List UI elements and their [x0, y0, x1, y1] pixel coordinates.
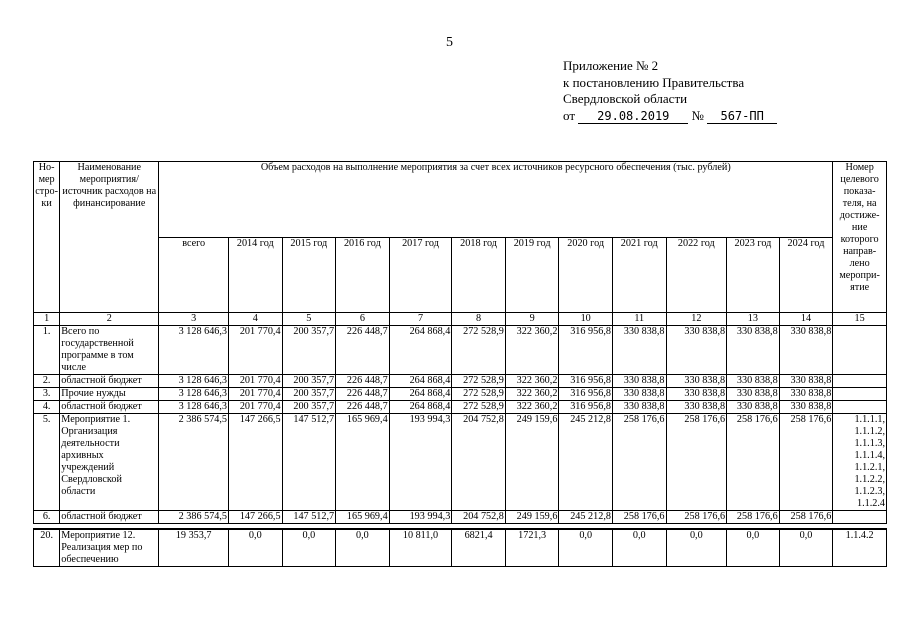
value-cell: 330 838,8 [779, 401, 833, 414]
value-cell: 193 994,3 [389, 511, 452, 524]
column-number: 4 [229, 313, 283, 326]
value-cell: 6821,4 [452, 529, 506, 567]
value-cell: 258 176,6 [666, 414, 727, 511]
table-row [34, 414, 887, 511]
value-cell: 193 994,3 [389, 414, 452, 511]
row-number: 2. [34, 375, 60, 388]
column-number: 15 [833, 313, 887, 326]
row-indicator [833, 401, 887, 414]
value-cell: 0,0 [779, 529, 833, 567]
row-name: Всего по государственной программе в том числе [60, 326, 159, 375]
value-cell: 258 176,6 [779, 414, 833, 511]
value-cell: 2 386 574,5 [159, 511, 229, 524]
value-cell: 258 176,6 [612, 511, 666, 524]
header-col-8: 2021 год [612, 237, 666, 313]
table-row [34, 511, 887, 524]
value-cell: 249 159,6 [505, 511, 559, 524]
header-row-number: Но-мер стро-ки [34, 162, 60, 313]
value-cell: 322 360,2 [505, 401, 559, 414]
column-number: 3 [159, 313, 229, 326]
row-indicator [833, 326, 887, 375]
header-row-top [34, 162, 887, 238]
value-cell: 264 868,4 [389, 375, 452, 388]
value-cell: 249 159,6 [505, 414, 559, 511]
value-cell: 165 969,4 [336, 511, 390, 524]
column-number: 1 [34, 313, 60, 326]
value-cell: 258 176,6 [666, 511, 727, 524]
number-prefix: № [691, 107, 704, 123]
decree-date: 29.08.2019 [578, 110, 688, 124]
value-cell: 330 838,8 [666, 388, 727, 401]
value-cell: 330 838,8 [612, 388, 666, 401]
date-prefix: от [563, 107, 576, 123]
table-body [34, 162, 887, 567]
value-cell: 200 357,7 [282, 326, 336, 375]
row-number: 20. [34, 529, 60, 567]
value-cell: 226 448,7 [336, 388, 390, 401]
value-cell: 272 528,9 [452, 326, 506, 375]
value-cell: 330 838,8 [612, 375, 666, 388]
column-number: 8 [452, 313, 506, 326]
appendix-title: Приложение № 2 [563, 58, 659, 73]
value-cell: 226 448,7 [336, 401, 390, 414]
value-cell: 330 838,8 [779, 326, 833, 375]
value-cell: 0,0 [559, 529, 613, 567]
value-cell: 147 512,7 [282, 511, 336, 524]
column-number: 10 [559, 313, 613, 326]
value-cell: 0,0 [336, 529, 390, 567]
value-cell: 245 212,8 [559, 414, 613, 511]
value-cell: 322 360,2 [505, 326, 559, 375]
table-row [34, 529, 887, 567]
header-col-11: 2024 год [779, 237, 833, 313]
value-cell: 330 838,8 [727, 375, 780, 388]
header-volume: Объем расходов на выполнение мероприятия за счет всех источников ресурсного обеспечения (тыс. рублей) [159, 162, 833, 238]
row-name: Мероприятие 12. Реализация мер по обеспечению [60, 529, 159, 567]
header-col-6: 2019 год [505, 237, 559, 313]
header-row-years [34, 237, 887, 313]
column-number: 6 [336, 313, 390, 326]
column-number: 5 [282, 313, 336, 326]
value-cell: 316 956,8 [559, 375, 613, 388]
value-cell: 1721,3 [505, 529, 559, 567]
value-cell: 258 176,6 [779, 511, 833, 524]
header-col-10: 2023 год [727, 237, 780, 313]
column-number: 13 [727, 313, 780, 326]
value-cell: 272 528,9 [452, 375, 506, 388]
header-col-4: 2017 год [389, 237, 452, 313]
value-cell: 330 838,8 [727, 326, 780, 375]
value-cell: 201 770,4 [229, 401, 283, 414]
value-cell: 204 752,8 [452, 511, 506, 524]
column-number: 11 [612, 313, 666, 326]
row-indicator [833, 375, 887, 388]
value-cell: 330 838,8 [779, 388, 833, 401]
value-cell: 0,0 [229, 529, 283, 567]
value-cell: 147 266,5 [229, 414, 283, 511]
header-col-7: 2020 год [559, 237, 613, 313]
appendix-decree: к постановлению Правительства [563, 74, 745, 90]
row-number: 4. [34, 401, 60, 414]
value-cell: 245 212,8 [559, 511, 613, 524]
column-number: 7 [389, 313, 452, 326]
row-name: Мероприятие 1. Организация деятельности архивных учреждений Свердловской области [60, 414, 159, 511]
value-cell: 226 448,7 [336, 375, 390, 388]
row-indicator [833, 388, 887, 401]
value-cell: 330 838,8 [727, 401, 780, 414]
header-col-2: 2015 год [282, 237, 336, 313]
row-name: областной бюджет [60, 375, 159, 388]
value-cell: 258 176,6 [612, 414, 666, 511]
row-name: Прочие нужды [60, 388, 159, 401]
value-cell: 226 448,7 [336, 326, 390, 375]
value-cell: 0,0 [727, 529, 780, 567]
value-cell: 330 838,8 [666, 401, 727, 414]
column-number: 14 [779, 313, 833, 326]
column-number: 9 [505, 313, 559, 326]
header-col-0: всего [159, 237, 229, 313]
row-name: областной бюджет [60, 401, 159, 414]
header-col-1: 2014 год [229, 237, 283, 313]
value-cell: 258 176,6 [727, 414, 780, 511]
value-cell: 200 357,7 [282, 375, 336, 388]
row-indicator: 1.1.1.1, 1.1.1.2, 1.1.1.3, 1.1.1.4, 1.1.2.1, 1.1.2.2, 1.1.2.3, 1.1.2.4 [833, 414, 887, 511]
value-cell: 330 838,8 [666, 375, 727, 388]
header-name: Наименование мероприятия/ источник расходов на финансирование [60, 162, 159, 313]
value-cell: 2 386 574,5 [159, 414, 229, 511]
table-row [34, 375, 887, 388]
header-indicator: Номер целевого показа-теля, на достиже-ние которого направ-лено меропри-ятие [833, 162, 887, 313]
value-cell: 3 128 646,3 [159, 388, 229, 401]
column-number: 12 [666, 313, 727, 326]
value-cell: 0,0 [282, 529, 336, 567]
value-cell: 3 128 646,3 [159, 326, 229, 375]
appendix-region: Свердловской области [563, 91, 688, 106]
value-cell: 264 868,4 [389, 401, 452, 414]
row-indicator: 1.1.4.2 [833, 529, 887, 567]
value-cell: 316 956,8 [559, 326, 613, 375]
value-cell: 322 360,2 [505, 375, 559, 388]
appendix-header [563, 58, 777, 124]
value-cell: 330 838,8 [779, 375, 833, 388]
value-cell: 0,0 [666, 529, 727, 567]
value-cell: 272 528,9 [452, 388, 506, 401]
expenditure-table [33, 161, 887, 567]
value-cell: 204 752,8 [452, 414, 506, 511]
value-cell: 201 770,4 [229, 388, 283, 401]
value-cell: 330 838,8 [612, 326, 666, 375]
value-cell: 330 838,8 [666, 326, 727, 375]
table-row [34, 401, 887, 414]
table-row [34, 326, 887, 375]
appendix-date-line [563, 108, 777, 125]
value-cell: 200 357,7 [282, 401, 336, 414]
value-cell: 264 868,4 [389, 388, 452, 401]
value-cell: 3 128 646,3 [159, 375, 229, 388]
value-cell: 147 266,5 [229, 511, 283, 524]
value-cell: 272 528,9 [452, 401, 506, 414]
value-cell: 10 811,0 [389, 529, 452, 567]
value-cell: 322 360,2 [505, 388, 559, 401]
row-number: 5. [34, 414, 60, 511]
value-cell: 147 512,7 [282, 414, 336, 511]
value-cell: 330 838,8 [727, 388, 780, 401]
row-indicator [833, 511, 887, 524]
header-col-5: 2018 год [452, 237, 506, 313]
value-cell: 200 357,7 [282, 388, 336, 401]
row-number: 1. [34, 326, 60, 375]
value-cell: 19 353,7 [159, 529, 229, 567]
value-cell: 264 868,4 [389, 326, 452, 375]
row-number: 3. [34, 388, 60, 401]
table-row [34, 388, 887, 401]
value-cell: 201 770,4 [229, 375, 283, 388]
row-name: областной бюджет [60, 511, 159, 524]
page-number: 5 [446, 35, 453, 50]
value-cell: 258 176,6 [727, 511, 780, 524]
column-number-row [34, 313, 887, 326]
value-cell: 316 956,8 [559, 388, 613, 401]
decree-number: 567-ПП [707, 110, 777, 124]
header-col-9: 2022 год [666, 237, 727, 313]
header-col-3: 2016 год [336, 237, 390, 313]
value-cell: 3 128 646,3 [159, 401, 229, 414]
value-cell: 330 838,8 [612, 401, 666, 414]
value-cell: 201 770,4 [229, 326, 283, 375]
value-cell: 0,0 [612, 529, 666, 567]
value-cell: 316 956,8 [559, 401, 613, 414]
value-cell: 165 969,4 [336, 414, 390, 511]
row-number: 6. [34, 511, 60, 524]
column-number: 2 [60, 313, 159, 326]
